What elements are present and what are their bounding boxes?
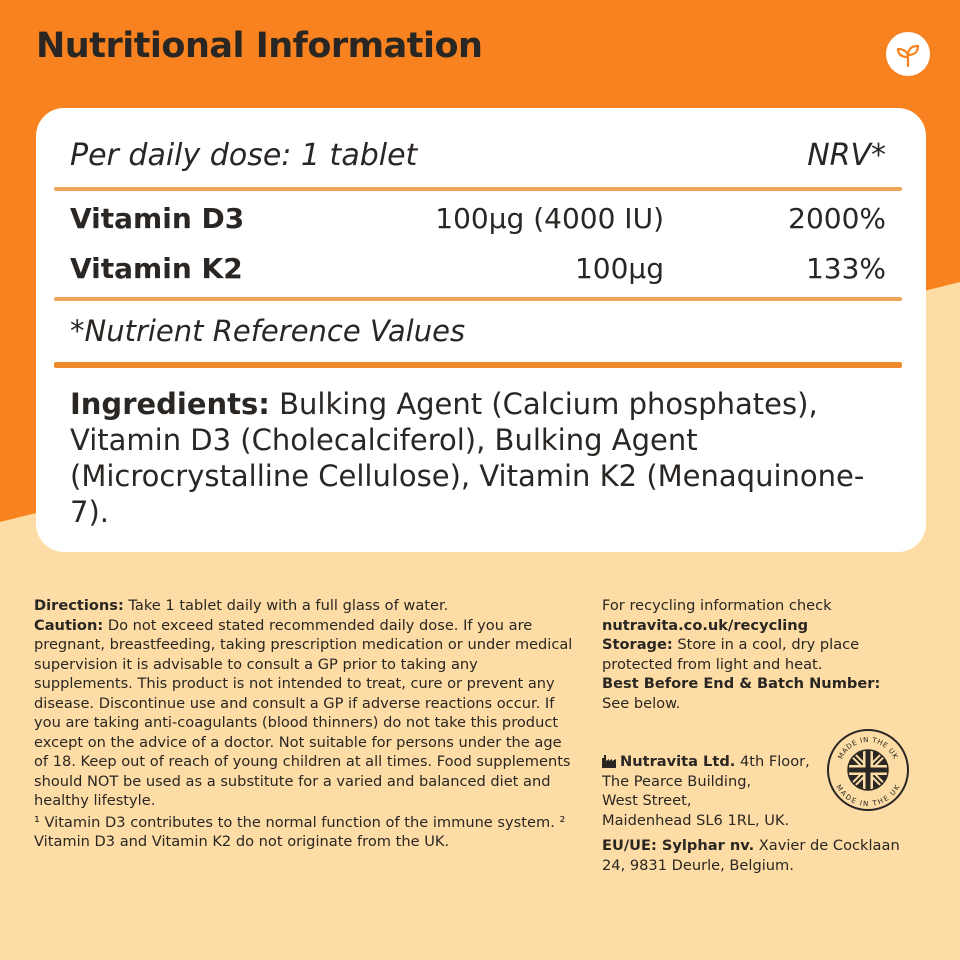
eu-address: Xavier de Cocklaan 24, 9831 Deurle, Belgium. xyxy=(602,837,900,874)
page-title: Nutritional Information xyxy=(36,26,483,66)
nrv-header: NRV* xyxy=(807,138,886,173)
recycling-url[interactable]: nutravita.co.uk/recycling xyxy=(602,616,809,634)
badge-text-bottom: MADE IN THE UK xyxy=(834,783,902,809)
leaf-badge xyxy=(886,32,930,76)
recycling-link[interactable] xyxy=(602,616,892,636)
manufacturer-line xyxy=(602,752,822,772)
badge-text-top: MADE IN THE UK xyxy=(836,735,900,761)
nutrient-amount: 100µg xyxy=(574,252,664,285)
nutrient-amount: 100µg (4000 IU) xyxy=(435,202,664,235)
eu-representative xyxy=(602,836,902,875)
ingredients-label: Ingredients: xyxy=(70,387,270,421)
caution-text xyxy=(34,616,574,811)
ingredients-list: Bulking Agent (Calcium phosphates), Vitamin D3 (Cholecalciferol), Bulking Agent (Microcrystalline Cellulose), Vitamin K2 (Menaquinone-7). xyxy=(70,387,865,529)
nutrient-nrv: 2000% xyxy=(788,202,886,235)
made-in-uk-badge xyxy=(826,728,910,812)
manufacturer-address xyxy=(602,752,822,830)
info-block xyxy=(602,596,892,713)
address-line: The Pearce Building, xyxy=(602,772,752,790)
best-before-text: See below. xyxy=(602,694,681,712)
recycling-text: For recycling information check xyxy=(602,597,832,614)
best-before-label xyxy=(602,674,892,694)
divider xyxy=(54,362,902,368)
nutrient-name: Vitamin D3 xyxy=(70,202,245,235)
storage-body: Store in a cool, dry place protected from light and heat. xyxy=(602,636,860,673)
storage-text xyxy=(602,635,892,674)
address-line: Maidenhead SL6 1RL, UK. xyxy=(602,811,790,829)
factory-icon xyxy=(602,755,616,768)
nutrition-card xyxy=(36,108,926,552)
nutrient-name: Vitamin K2 xyxy=(70,252,243,285)
nrv-footnote: *Nutrient Reference Values xyxy=(70,314,466,348)
storage-label: Storage: xyxy=(602,636,673,653)
dose-label: Per daily dose: 1 tablet xyxy=(70,138,418,173)
manufacturer-name: Nutravita Ltd. xyxy=(620,753,736,770)
directions-label: Directions: xyxy=(34,597,124,614)
divider xyxy=(54,187,902,191)
ingredients-text xyxy=(70,386,890,530)
caution-label: Caution: xyxy=(34,616,104,634)
address-line: 4th Floor, xyxy=(735,753,810,770)
caution-body: Do not exceed stated recommended daily dose. If you are pregnant, breastfeeding, taking prescription medication or under medical supervision it is advisable to consult a GP prior to taking any supplements. This product is not intended to treat, cure or prevent any disease. Discontinue use and consult a GP if adverse reactions occur. If you are taking anti-coagulants (blood thinners) do not take this product except on the advice of a doctor. Not suitable for persons under the age of 18. Keep out of reach of young children at all times. Food supplements should NOT be used as a substitute for a varied and balanced diet and healthy lifestyle. xyxy=(34,616,573,809)
best-before-heading: Best Before End & Batch Number: xyxy=(602,675,881,692)
directions-body: Take 1 tablet daily with a full glass of water. xyxy=(123,597,449,614)
nutrient-nrv: 133% xyxy=(805,252,886,285)
divider xyxy=(54,297,902,301)
address-line: West Street, xyxy=(602,792,692,809)
origin-footnotes: ¹ Vitamin D3 contributes to the normal function of the immune system. ² Vitamin D3 and Vitamin K2 do not originate from the UK. xyxy=(34,813,566,850)
directions-block xyxy=(34,596,574,852)
directions-text xyxy=(34,596,574,616)
eu-label: EU/UE: Sylphar nv. xyxy=(602,837,755,854)
leaf-icon xyxy=(893,39,923,69)
union-jack-icon xyxy=(844,746,892,794)
